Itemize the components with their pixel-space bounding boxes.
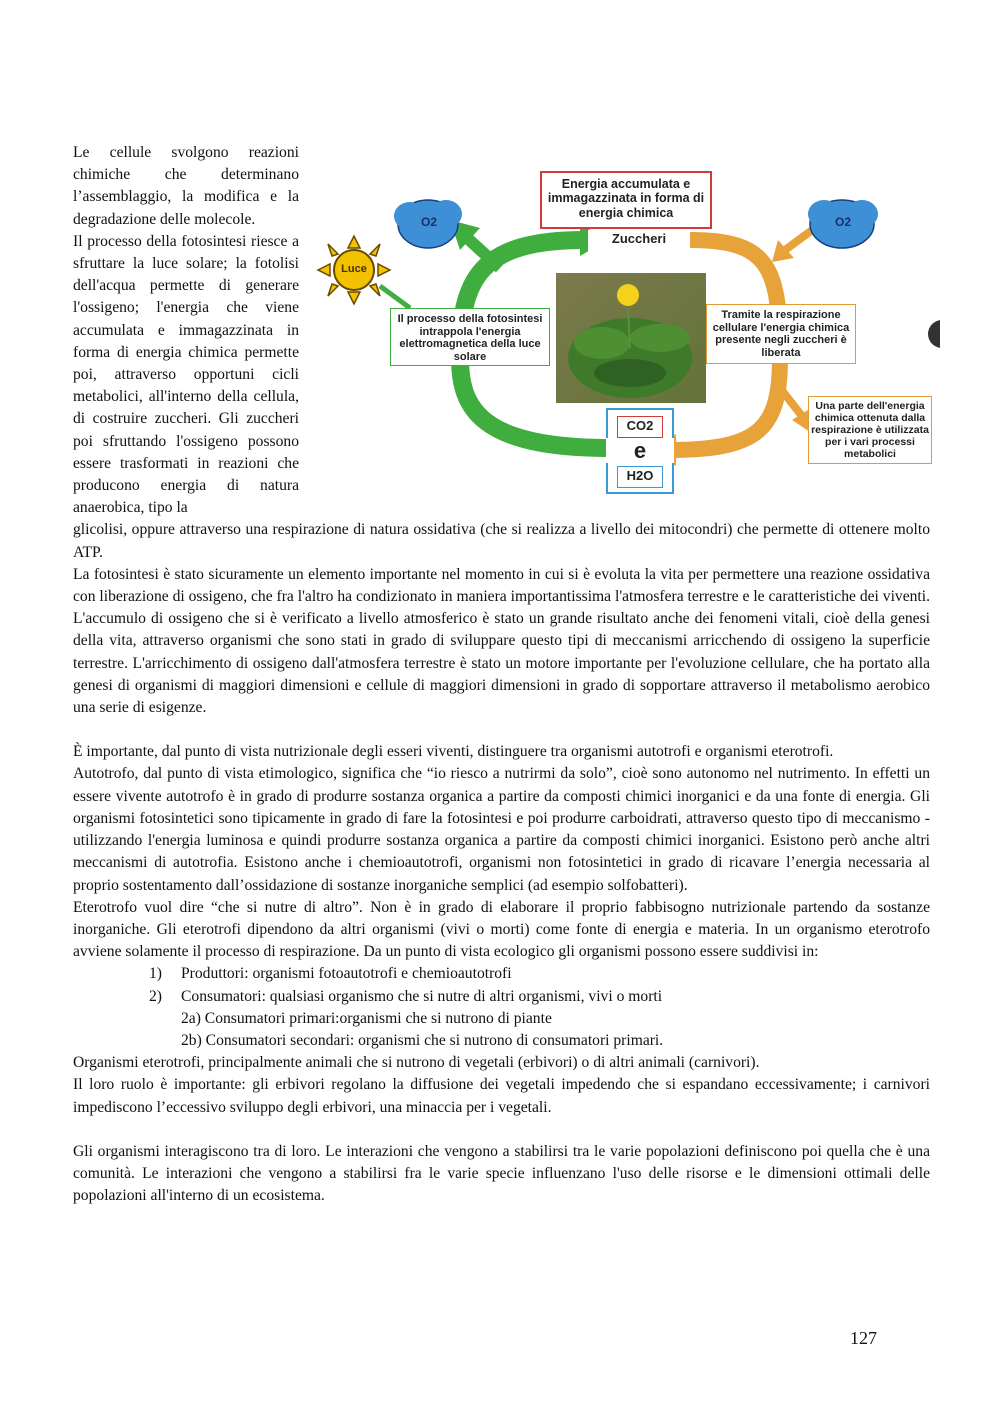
paragraph-organismi-eterotrofi: Organismi eterotrofi, principalmente animali che si nutrono di vegetali (erbivori) o di altri animali (carnivori). xyxy=(73,1054,760,1072)
paragraph-interazioni: Gli organismi interagiscono tra di loro. Le interazioni che vengono a stabilirsi tra le varie popolazioni definiscono poi quella che è una comunità. Le interazioni che vengono a stabilirsi fra le varie specie influenzano l'uso delle risorse e le dimensioni ottimali delle popolazioni all'interno di un ecosistema. xyxy=(73,1142,930,1205)
list-item: 2) Consumatori: qualsiasi organismo che si nutre di altri organismi, vivi o morti xyxy=(149,987,663,1005)
sub-item-2a: 2a) Consumatori primari:organismi che si nutrono di piante xyxy=(181,1009,552,1027)
intro-paragraph-1: Le cellule svolgono reazioni chimiche che determinano l’assemblaggio, la modifica e la degradazione delle molecole. xyxy=(73,144,299,228)
paragraph-autotrofi-eterotrofi: È importante, dal punto di vista nutrizionale degli esseri viventi, distinguere tra organismi autotrofi e organismi eterotrofi. xyxy=(73,743,834,761)
paragraph-fotosintesi: La fotosintesi è stato sicuramente un elemento importante nel momento in cui si è evoluta la vita per permettere una reazione ossidativa con liberazione di ossigeno, che fra l'altro ha condizionato in maniera importantissima l'atmosfera terrestre e le caratteristiche dei viventi. L'accumulo di ossigeno che si è verificato a livello atmosferico è stato un grande risultato anche dei fenomeni vitali, cioè della genesi della vita, attraverso organismi che sono stati in grado di sviluppare questo tipi di meccanismi arricchendo di ossigeno la superficie terrestre. L'arricchimento di ossigeno dall'atmosfera terrestre è stato un motore importante per l'evoluzione cellulare, che ha portato alla genesi di organismi di maggiori dimensioni e cellule di maggiori dimensioni in grado di sopportare attraverso il metabolismo aerobico una serie di esigenze. xyxy=(73,565,930,717)
sub-item-2b: 2b) Consumatori secondari: organismi che si nutrono di consumatori primari. xyxy=(181,1031,664,1049)
zuccheri-label: Zuccheri xyxy=(588,230,690,252)
paragraph-eterotrofo: Eterotrofo vuol dire “che si nutre di altro”. Non è in grado di elaborare il proprio fabbisogno nutrizionale partendo da sostanze inorganiche. Gli eterotrofi dipendono da altri organismi (vivi o morti) come fonte di energia e materia. In un organismo eterotrofo avviene solamente il processo di respirazione. Da un punto di vista ecologico gli organismi possono essere suddivisi in: xyxy=(73,898,930,961)
intro-paragraph-2-narrow: Il processo della fotosintesi riesce a sfruttare la luce solare; la fotolisi dell'acqua permette di generare l'ossigeno; l'energia che viene accumulata e immagazzinata in forma di energia chimica permette poi, attraverso opportuni cicli metabolici, all'interno della cellula, di costruire zuccheri. Gli zuccheri poi sfruttando l'ossigeno possono essere trasformati in reazioni che producono energia di natura anaerobica, tipo la xyxy=(73,232,299,517)
energy-stored-box: Energia accumulata e immagazzinata in forma di energia chimica xyxy=(540,171,712,229)
respiration-box: Tramite la respirazione cellulare l'energia chimica presente negli zuccheri è liberata xyxy=(706,304,856,364)
o2-left-label: O2 xyxy=(420,215,437,229)
e-label: e xyxy=(606,438,674,463)
luce-label: Luce xyxy=(341,263,367,275)
intro-paragraph-2-wide: glicolisi, oppure attraverso una respirazione di natura ossidativa (che si realizza a livello dei mitocondri) che permette di ottenere molto ATP. xyxy=(73,521,930,561)
o2-right-label: O2 xyxy=(834,215,851,229)
list-item: 1) Produttori: organismi fotoautotrofi e chemioautotrofi xyxy=(149,965,512,983)
h2o-label: H2O xyxy=(617,466,663,488)
paragraph-autotrofo: Autotrofo, dal punto di vista etimologico, significa che “io riesco a nutrirmi da solo”, cioè sono autonomo nel nutrimento. In effetti un essere vivente autotrofo è in grado di produrre sostanza organica a partire da composti chimici inorganici e da una fonte di energia. Gli organismi fotosintetici sono tipicamente in grado di fare la fotosintesi e poi produrre carboidrati, attraverso questo tipo di meccanismo - utilizzando l'energia luminosa e quindi produrre sostanza organica a partire da composti chimici inorganici. Esistono però anche altri meccanismi di autotrofia. Esistono anche i chemioautotrofi, organismi non fotosintetici in grado di ricavare l’energia necessaria al proprio sostentamento dall’ossidazione di sostanze inorganiche semplici (ad esempio solfobatteri). xyxy=(73,765,930,894)
page-number: 127 xyxy=(850,1328,877,1348)
body-text xyxy=(73,142,930,1207)
ecological-list xyxy=(73,963,930,1007)
paragraph-ruolo: Il loro ruolo è importante: gli erbivori regolano la diffusione dei vegetali impedendo che si espandano eccessivamente; i carnivori impediscono l’eccessivo sviluppo degli erbivori, una minaccia per i vegetali. xyxy=(73,1076,930,1116)
metabolic-energy-box: Una parte dell'energia chimica ottenuta dalla respirazione è utilizzata per i vari processi metabolici xyxy=(808,396,932,464)
co2-label: CO2 xyxy=(617,416,663,438)
photosynthesis-box: Il processo della fotosintesi intrappola l'energia elettromagnetica della luce solare xyxy=(390,308,550,366)
